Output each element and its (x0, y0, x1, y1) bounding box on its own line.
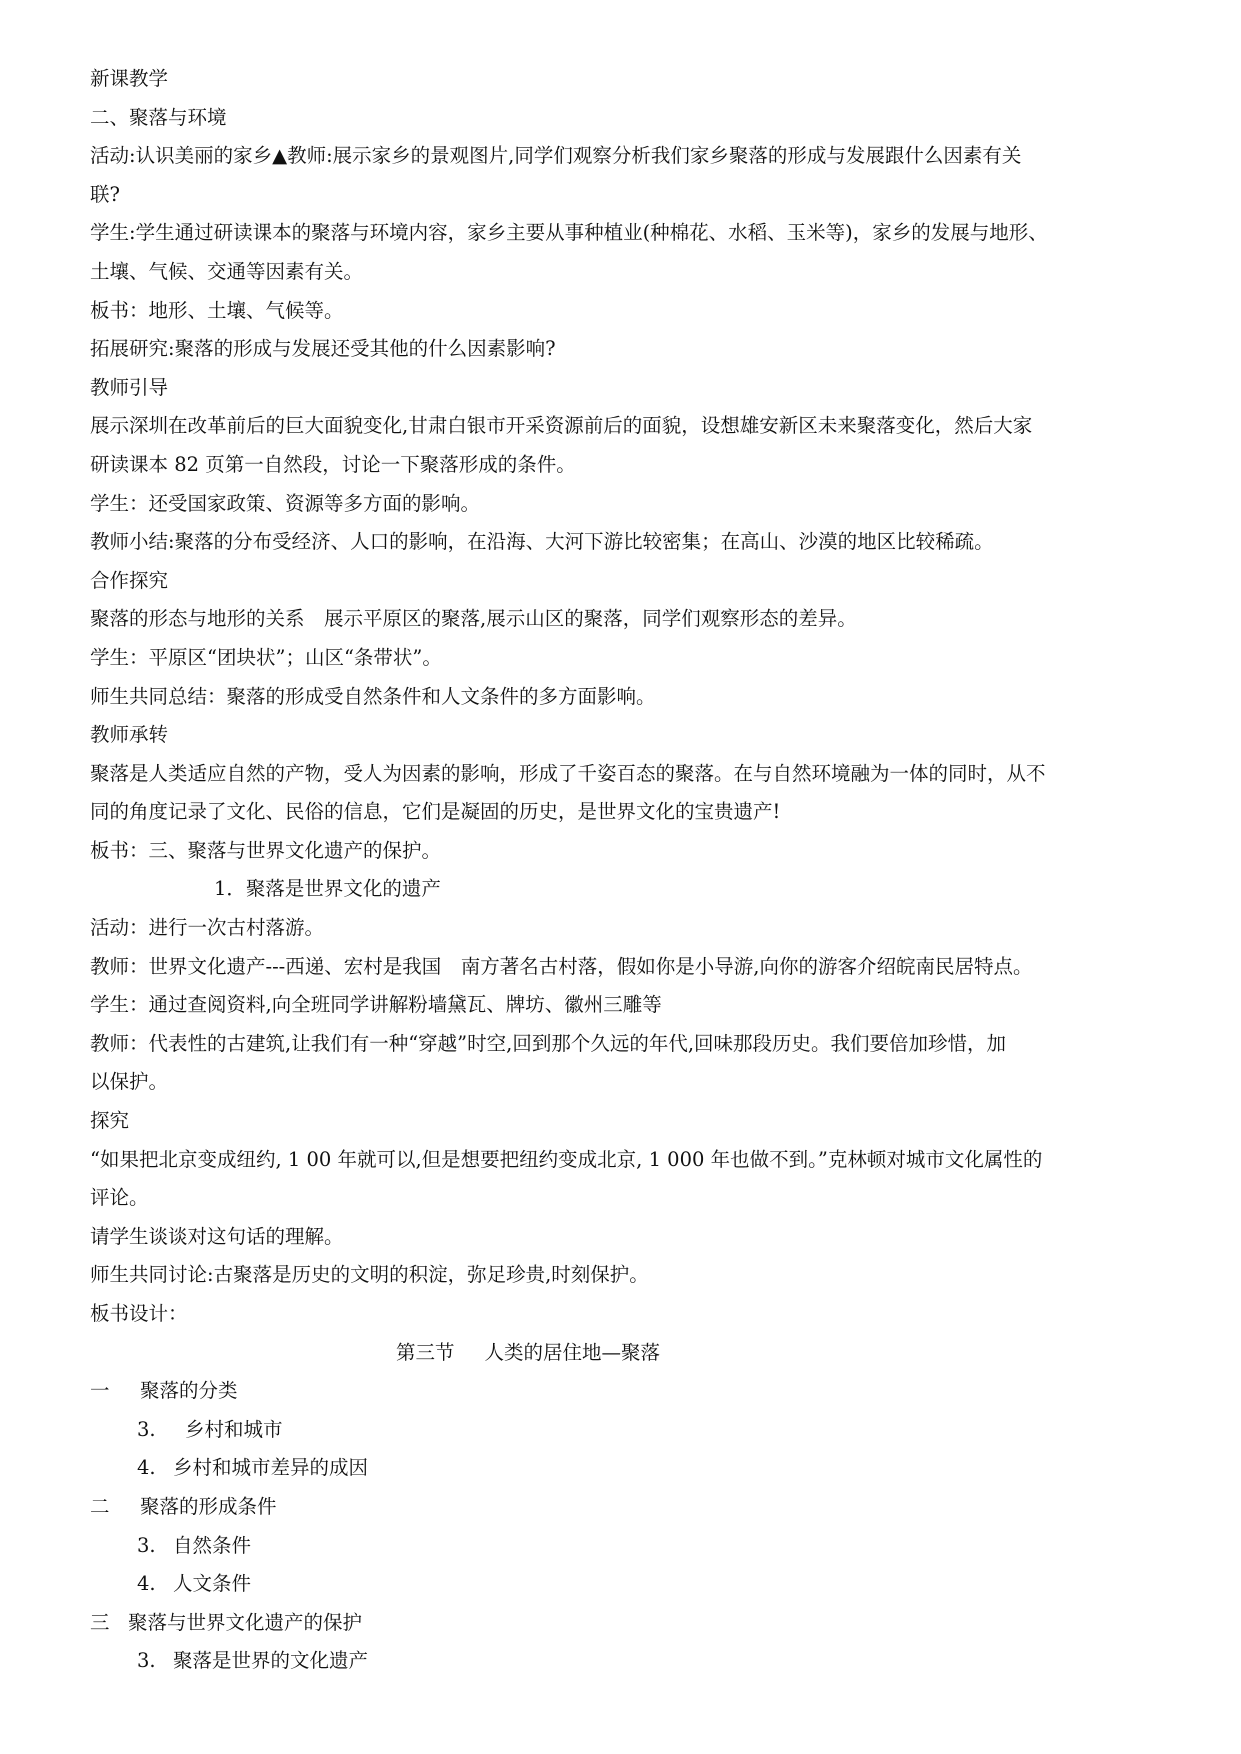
paragraph-line: 以保护。 (90, 1070, 169, 1094)
outline-number: 4. (137, 1456, 156, 1480)
paragraph-line: 展示深圳在改革前后的巨大面貌变化,甘肃白银市开采资源前后的面貌，设想雄安新区未来聚落变化，然后大家 (90, 414, 1033, 438)
outline-item-level2 (90, 1642, 1165, 1681)
outline-item-level1 (90, 1372, 1165, 1411)
outline-number: 三 (90, 1610, 110, 1634)
outline-text: 自然条件 (173, 1533, 252, 1557)
paragraph-line: 教师承转 (90, 723, 169, 747)
paragraph-line: 教师：世界文化遗产---西递、宏村是我国 南方著名古村落，假如你是小导游,向你的游客介绍皖南民居特点。 (90, 954, 1033, 978)
paragraph-line: 拓展研究:聚落的形成与发展还受其他的什么因素影响? (90, 337, 556, 361)
paragraph-line: 合作探究 (90, 568, 169, 592)
heading-new-lesson: 新课教学 (90, 67, 169, 90)
document-body (90, 60, 1165, 1681)
board-title-section: 第三节 (396, 1340, 455, 1364)
outline-number: 二 (90, 1494, 110, 1518)
outline-text: 聚落的形成条件 (140, 1494, 277, 1518)
outline-text: 聚落的分类 (140, 1379, 238, 1403)
paragraph-line: 学生：通过查阅资料,向全班同学讲解粉墙黛瓦、牌坊、徽州三雕等 (90, 993, 662, 1017)
paragraph-line: 土壤、气候、交通等因素有关。 (90, 259, 364, 283)
paragraph-line: 同的角度记录了文化、民俗的信息，它们是凝固的历史，是世界文化的宝贵遗产! (90, 800, 781, 824)
outline-number: 4. (137, 1572, 156, 1596)
paragraph-line: 联? (90, 182, 120, 206)
paragraph-line: 学生：平原区“团块状”；山区“条带状”。 (90, 645, 442, 669)
paragraph-line: 聚落是人类适应自然的产物，受人为因素的影响，形成了千姿百态的聚落。在与自然环境融为一体的同时，从不 (90, 761, 1046, 785)
paragraph-line: 教师小结:聚落的分布受经济、人口的影响，在沿海、大河下游比较密集；在高山、沙漠的地区比较稀疏。 (90, 530, 994, 554)
paragraph-line: 探究 (90, 1109, 130, 1133)
outline-text: 聚落是世界的文化遗产 (173, 1649, 369, 1673)
paragraph-line: 师生共同讨论:古聚落是历史的文明的积淀，弥足珍贵,时刻保护。 (90, 1263, 649, 1287)
outline-item-level1 (90, 1488, 1165, 1527)
outline-item-level1 (90, 1604, 1165, 1643)
paragraph-line: 活动:认识美丽的家乡▲教师:展示家乡的景观图片,同学们观察分析我们家乡聚落的形成与发展跟什么因素有关 (90, 144, 1022, 168)
paragraph-line: 请学生谈谈对这句话的理解。 (90, 1224, 344, 1248)
paragraph-line: 学生：还受国家政策、资源等多方面的影响。 (90, 491, 481, 515)
outline-item-level2 (90, 1527, 1165, 1566)
outline-number: 一 (90, 1379, 110, 1403)
outline-number: 3. (137, 1649, 156, 1673)
paragraph-line: 聚落的形态与地形的关系 展示平原区的聚落,展示山区的聚落，同学们观察形态的差异。 (90, 607, 857, 631)
paragraph-line: “如果把北京变成纽约, 1 00 年就可以,但是想要把纽约变成北京, 1 000 年也做不到。”克林顿对城市文化属性的 (90, 1147, 1043, 1171)
outline-number: 3. (137, 1533, 156, 1557)
outline-text: 人文条件 (173, 1572, 252, 1596)
paragraph-line: 板书：三、聚落与世界文化遗产的保护。 (90, 838, 442, 862)
outline-item-level2 (90, 1565, 1165, 1604)
outline-item-level2 (90, 1449, 1165, 1488)
board-title (90, 1334, 1165, 1373)
heading-settlement-environment: 二、聚落与环境 (90, 105, 227, 129)
board-title-text: 人类的居住地—聚落 (484, 1340, 661, 1364)
paragraph-line: 师生共同总结：聚落的形成受自然条件和人文条件的多方面影响。 (90, 684, 656, 708)
outline-number: 3. (137, 1417, 156, 1441)
outline-text: 乡村和城市差异的成因 (173, 1456, 369, 1480)
outline-text: 聚落与世界文化遗产的保护 (128, 1610, 363, 1634)
paragraph-line: 板书：地形、土壤、气候等。 (90, 298, 344, 322)
paragraph-line: 教师：代表性的古建筑,让我们有一种“穿越”时空,回到那个久远的年代,回味那段历史。我们要倍加珍惜，加 (90, 1031, 1007, 1055)
paragraph-line: 学生:学生通过研读课本的聚落与环境内容，家乡主要从事种植业(种棉花、水稻、玉米等)，家乡的发展与地形、 (90, 221, 1048, 245)
outline-item-level2 (90, 1411, 1165, 1450)
paragraph-line: 研读课本 82 页第一自然段，讨论一下聚落形成的条件。 (90, 452, 576, 476)
board-subpoint: 1．聚落是世界文化的遗产 (214, 877, 441, 901)
paragraph-line: 评论。 (90, 1186, 149, 1210)
outline-text: 乡村和城市 (185, 1417, 283, 1441)
paragraph-line: 活动：进行一次古村落游。 (90, 916, 325, 940)
paragraph-line: 板书设计： (90, 1302, 188, 1325)
paragraph-line: 教师引导 (90, 375, 169, 399)
